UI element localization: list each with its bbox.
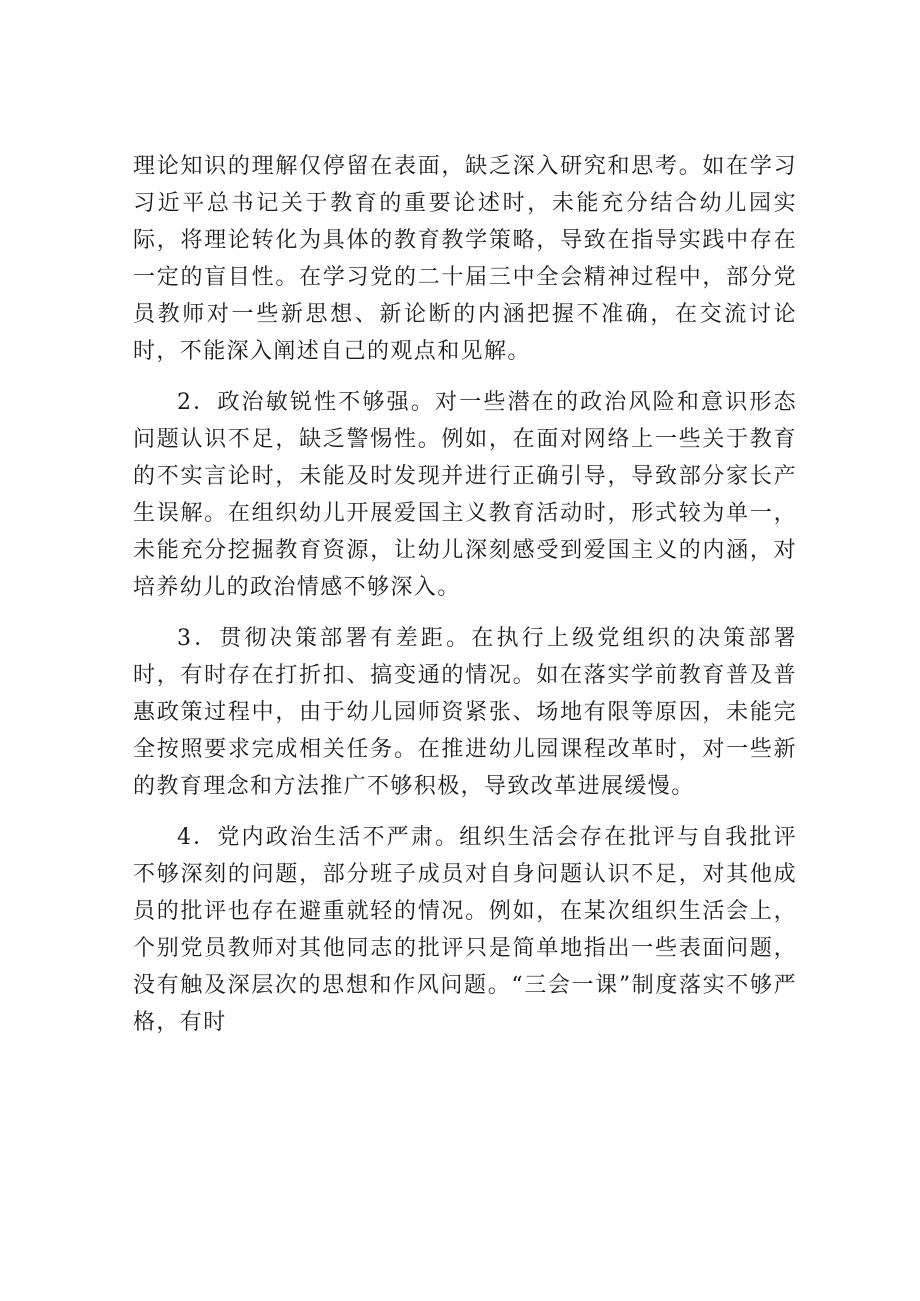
paragraph-item-2: 2．政治敏锐性不够强。对一些潜在的政治风险和意识形态问题认识不足，缺乏警惕性。例如，在面对网络上一些关于教育的不实言论时，未能及时发现并进行正确引导，导致部分家长产生误解。在组织幼儿开展爱国主义教育活动时，形式较为单一，未能充分挖掘教育资源，让幼儿深刻感受到爱国主义的内涵，对培养幼儿的政治情感不够深入。 <box>133 390 797 600</box>
paragraph-item-3: 3．贯彻决策部署有差距。在执行上级党组织的决策部署时，有时存在打折扣、搞变通的情况。如在落实学前教育普及普惠政策过程中，由于幼儿园师资紧张、场地有限等原因，未能完全按照要求完成相关任务。在推进幼儿园课程改革时，对一些新的教育理念和方法推广不够积极，导致改革进展缓慢。 <box>133 626 797 799</box>
document-body <box>133 148 797 1055</box>
paragraph-item-4: 4．党内政治生活不严肃。组织生活会存在批评与自我批评不够深刻的问题，部分班子成员对自身问题认识不足，对其他成员的批评也存在避重就轻的情况。例如，在某次组织生活会上，个别党员教师对其他同志的批评只是简单地指出一些表面问题，没有触及深层次的思想和作风问题。“三会一课”制度落实不够严格，有时 <box>133 825 797 1035</box>
paragraph-continued: 理论知识的理解仅停留在表面，缺乏深入研究和思考。如在学习习近平总书记关于教育的重要论述时，未能充分结合幼儿园实际，将理论转化为具体的教育教学策略，导致在指导实践中存在一定的盲目性。在学习党的二十届三中全会精神过程中，部分党员教师对一些新思想、新论断的内涵把握不准确，在交流讨论时，不能深入阐述自己的观点和见解。 <box>133 154 797 364</box>
